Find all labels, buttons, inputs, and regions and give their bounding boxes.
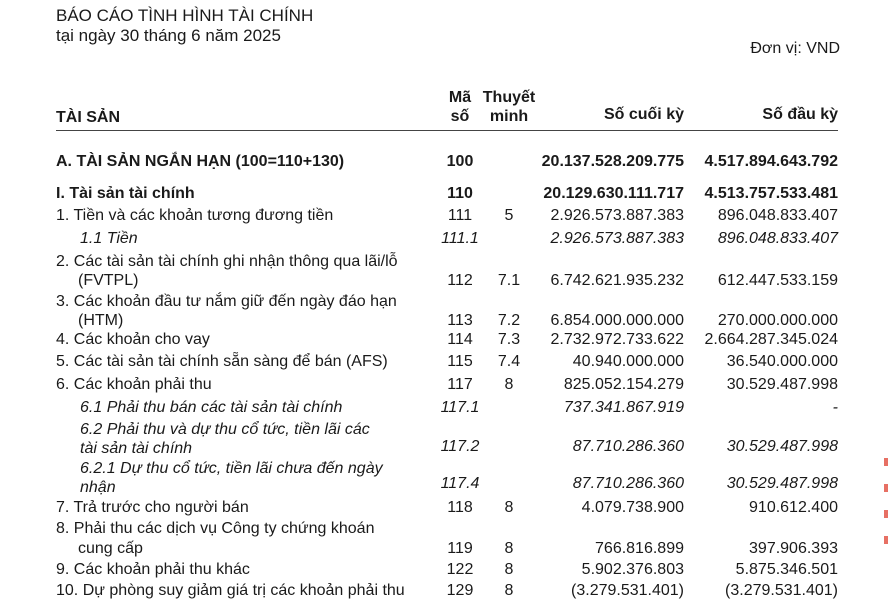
header-code: Mã số — [448, 89, 472, 125]
report-date: tại ngày 30 tháng 6 năm 2025 — [56, 26, 281, 45]
header-note: Thuyết minh — [482, 89, 536, 125]
header-assets: TÀI SẢN — [56, 109, 120, 126]
report-title: BÁO CÁO TÌNH HÌNH TÀI CHÍNH — [56, 6, 314, 25]
currency-unit: Đơn vị: VND — [750, 40, 840, 57]
header-end-period: Số cuối kỳ — [603, 106, 684, 123]
header-begin-period: Số đầu kỳ — [762, 106, 838, 123]
header-divider — [56, 130, 838, 131]
edge-binding-marks — [882, 440, 888, 600]
